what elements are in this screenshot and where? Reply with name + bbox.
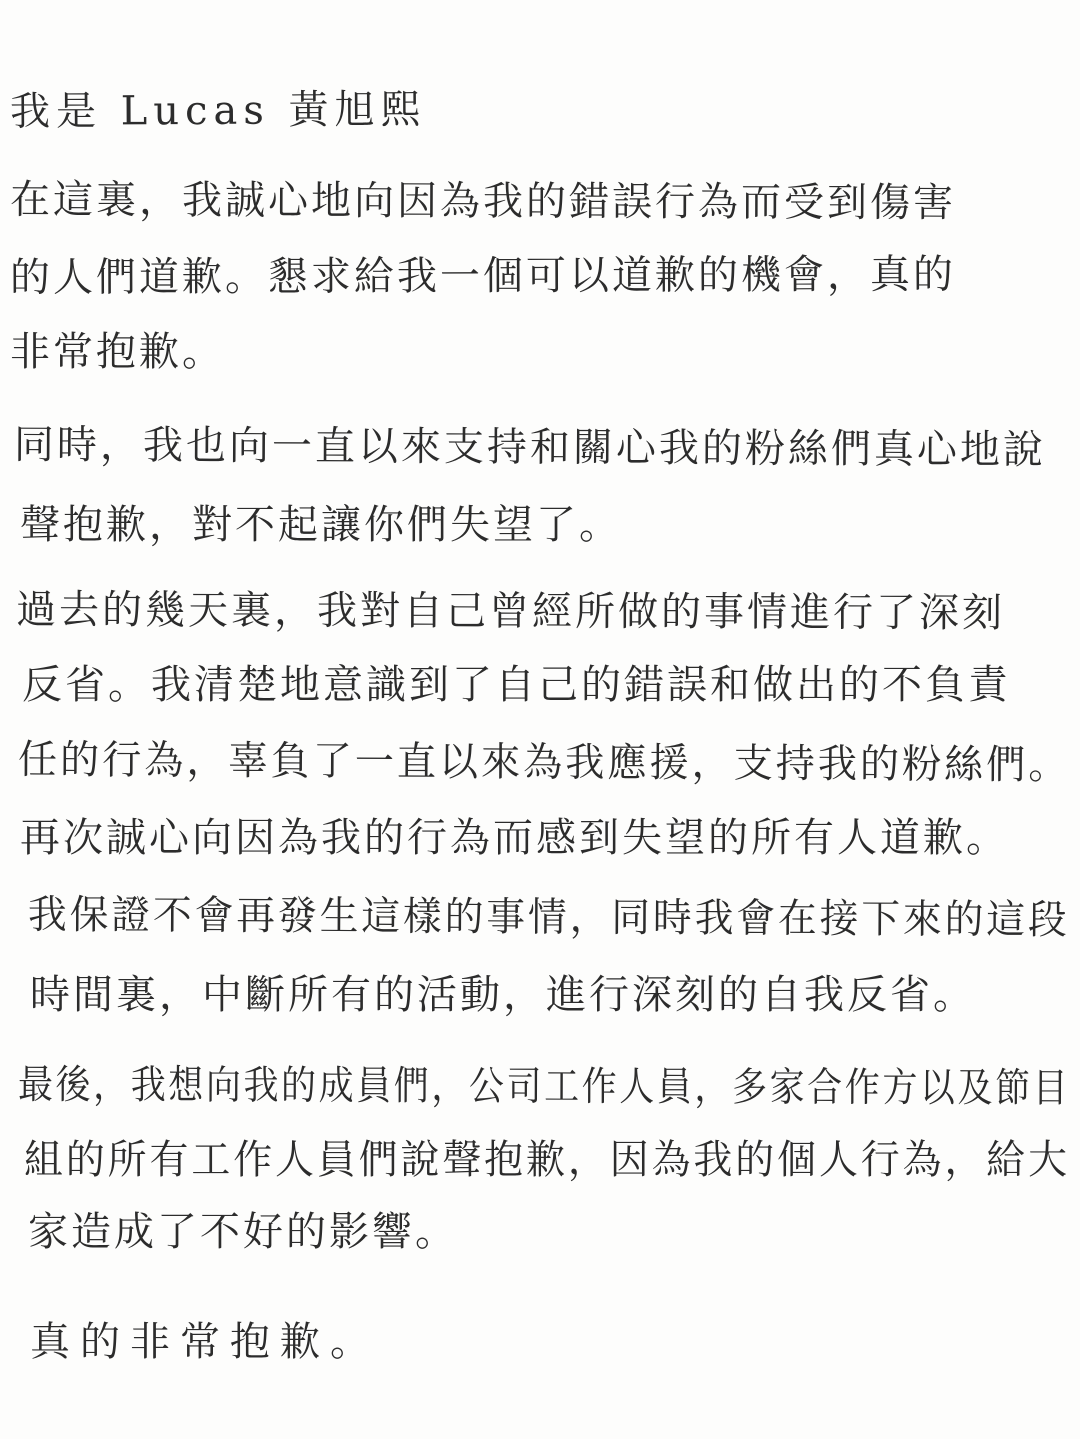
letter-line: 時間裏，中斷所有的活動，進行深刻的自我反省。 [30,972,976,1018]
letter-line: 的人們道歉。懇求給我一個可以道歉的機會，真的 [9,251,957,301]
letter-line: 我保證不會再發生這樣的事情，同時我會在接下來的這段 [27,892,1070,944]
letter-line: 組的所有工作人員們說聲抱歉，因為我的個人行為，給大 [24,1137,1070,1183]
letter-line: 最後，我想向我的成員們，公司工作人員，多家合作方以及節目 [17,1062,1071,1112]
letter-line: 再次誠心向因為我的行為而感到失望的所有人道歉。 [20,815,1009,861]
letter-line: 非常抱歉。 [10,329,225,375]
letter-line: 聲抱歉，對不起讓你們失望了。 [20,502,622,548]
letter-closing: 真的非常抱歉。 [30,1319,380,1365]
letter-line: 過去的幾天裏，我對自己曾經所做的事情進行了深刻 [15,587,1006,637]
letter-line: 在這裏，我誠心地向因為我的錯誤行為而受到傷害 [9,177,957,227]
letter-greeting: 我是 Lucas 黃旭熙 [9,86,427,135]
letter-line: 任的行為，辜負了一直以來為我應援，支持我的粉絲們。 [17,737,1071,789]
letter-line: 反省。我清楚地意識到了自己的錯誤和做出的不負責 [22,662,1011,708]
letter-line: 家造成了不好的影響。 [28,1209,458,1255]
letter-line: 同時，我也向一直以來支持和關心我的粉絲們真心地說 [13,422,1047,474]
